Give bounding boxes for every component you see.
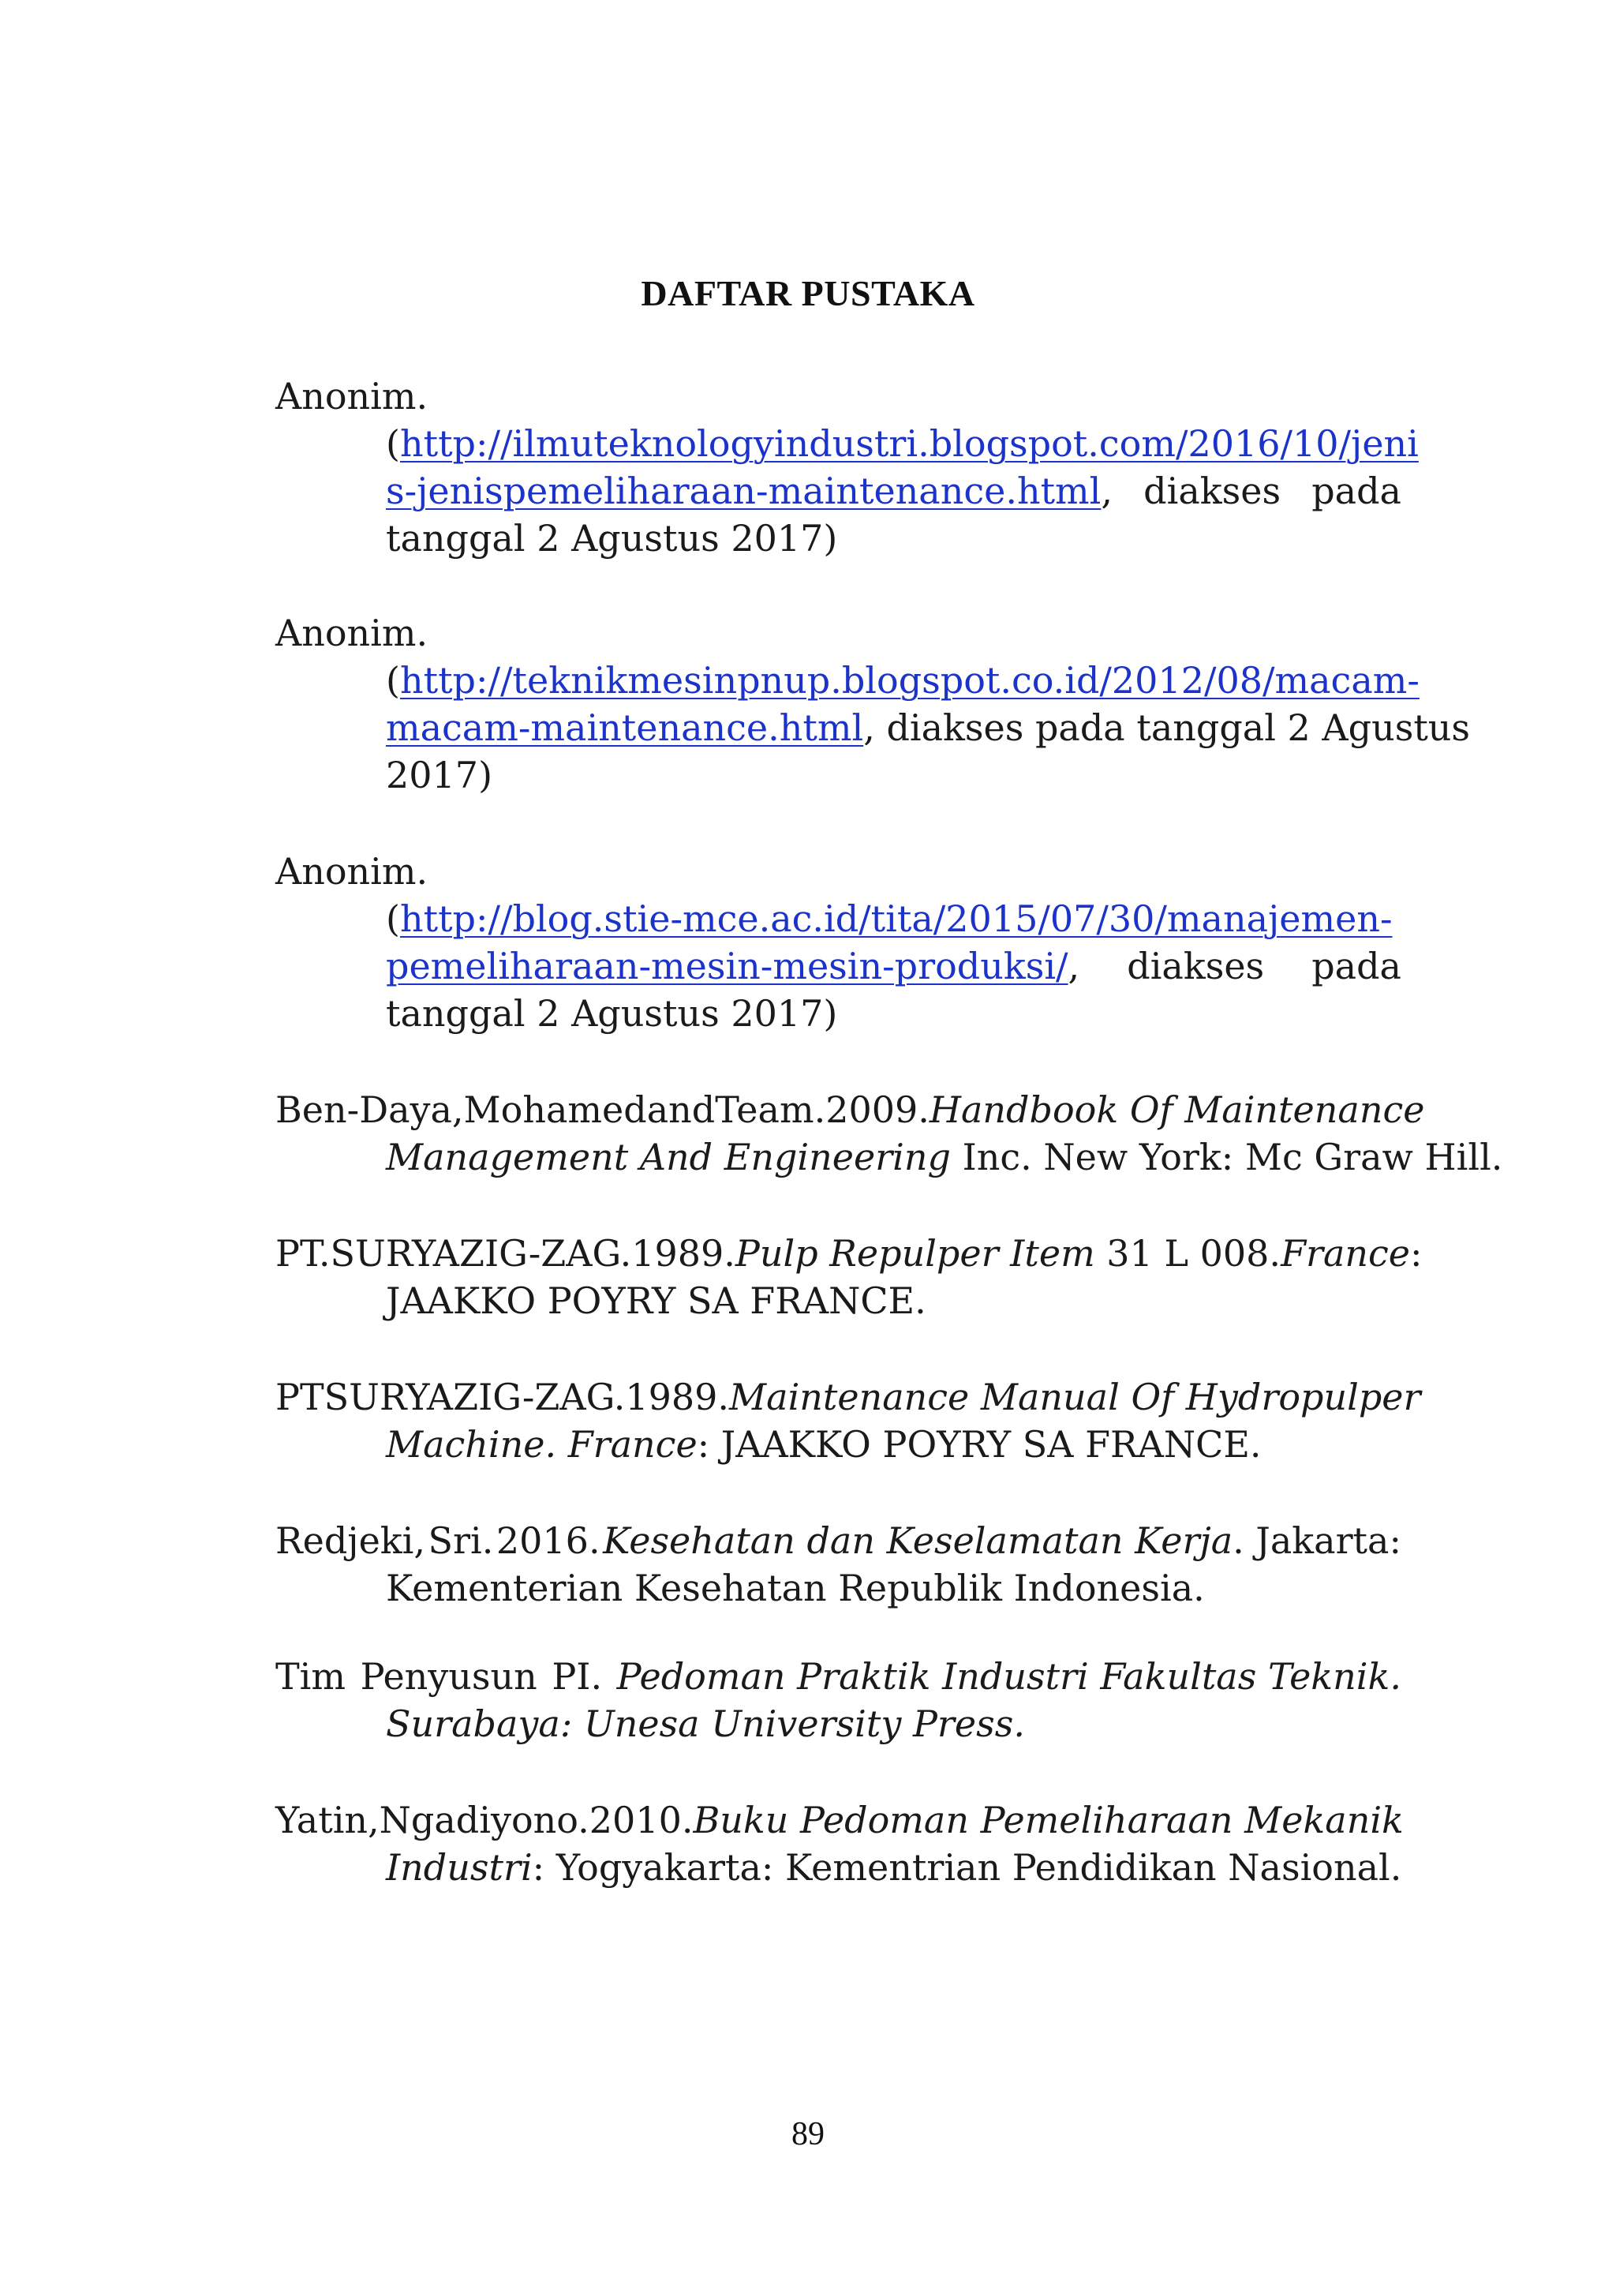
reference-publisher: Kementerian Kesehatan Republik Indonesia. bbox=[386, 1567, 1205, 1609]
reference-title: Handbook Of Maintenance bbox=[929, 1088, 1425, 1131]
reference-line: Surabaya: Unesa University Press. bbox=[386, 1702, 1025, 1745]
reference-title: Buku Pedoman Pemeliharaan Mekanik bbox=[693, 1799, 1404, 1841]
reference-title: Pedoman Praktik Industri Fakultas Teknik. bbox=[616, 1655, 1401, 1698]
reference-link[interactable]: s-jenispemeliharaan-maintenance.html bbox=[386, 470, 1102, 512]
reference-author: Anonim. bbox=[275, 375, 428, 418]
reference-url-line: s-jenispemeliharaan-maintenance.html, diakses pada bbox=[386, 470, 1401, 512]
reference-url-line: (http://blog.stie-mce.ac.id/tita/2015/07/30/manajemen- bbox=[386, 897, 1393, 940]
reference-link[interactable]: macam-maintenance.html bbox=[386, 706, 864, 749]
reference-access-date: 2017) bbox=[386, 754, 493, 796]
reference-title: Machine. France bbox=[386, 1423, 698, 1466]
reference-url-line: pemeliharaan-mesin-mesin-produksi/, diakses pada bbox=[386, 945, 1401, 987]
reference-title: Maintenance Manual Of Hydropulper bbox=[729, 1376, 1421, 1418]
page-number: 89 bbox=[791, 2116, 825, 2152]
reference-author: Anonim. bbox=[275, 850, 428, 893]
reference-title: Pulp Repulper Item bbox=[735, 1232, 1095, 1275]
reference-access-date: tanggal 2 Agustus 2017) bbox=[386, 992, 838, 1035]
page-title: DAFTAR PUSTAKA bbox=[641, 273, 975, 313]
reference-url-line: macam-maintenance.html, diakses pada tanggal 2 Agustus bbox=[386, 706, 1471, 749]
reference-publisher: JAAKKO POYRY SA FRANCE. bbox=[386, 1279, 926, 1322]
reference-line: Ben-Daya, Mohamed and Team. 2009. Handbook Of Maintenance bbox=[275, 1086, 1401, 1133]
reference-title: Industri bbox=[386, 1846, 533, 1889]
reference-line: Machine. France: JAAKKO POYRY SA FRANCE. bbox=[386, 1423, 1262, 1466]
reference-title: Management And Engineering bbox=[386, 1136, 951, 1178]
reference-link[interactable]: http://teknikmesinpnup.blogspot.co.id/2012/08/macam- bbox=[399, 659, 1420, 702]
reference-line: Tim Penyusun PI. Pedoman Praktik Industri Fakultas Teknik. bbox=[275, 1653, 1401, 1700]
reference-line: Redjeki, Sri. 2016. Kesehatan dan Keselamatan Kerja. Jakarta: bbox=[275, 1519, 1401, 1562]
reference-link[interactable]: http://blog.stie-mce.ac.id/tita/2015/07/30/manajemen- bbox=[399, 897, 1393, 940]
reference-access-date: tanggal 2 Agustus 2017) bbox=[386, 517, 838, 560]
reference-title: Kesehatan dan Keselamatan Kerja bbox=[603, 1519, 1233, 1562]
reference-author: Anonim. bbox=[275, 612, 428, 654]
reference-line: Industri: Yogyakarta: Kementrian Pendidikan Nasional. bbox=[386, 1846, 1402, 1889]
reference-url-line: (http://ilmuteknologyindustri.blogspot.com/2016/10/jeni bbox=[386, 422, 1419, 465]
reference-link[interactable]: pemeliharaan-mesin-mesin-produksi/ bbox=[386, 945, 1068, 987]
reference-line: PT SURYA ZIG-ZAG. 1989. Maintenance Manual Of Hydropulper bbox=[275, 1373, 1401, 1421]
reference-link[interactable]: http://ilmuteknologyindustri.blogspot.com/2016/10/jeni bbox=[399, 422, 1419, 465]
reference-url-line: (http://teknikmesinpnup.blogspot.co.id/2012/08/macam- bbox=[386, 659, 1420, 702]
reference-line: Yatin, Ngadiyono. 2010. Buku Pedoman Pemeliharaan Mekanik bbox=[275, 1796, 1401, 1844]
reference-line: PT. SURYA ZIG-ZAG. 1989. Pulp Repulper Item 31 L 008. France: bbox=[275, 1232, 1423, 1275]
reference-line: Management And Engineering Inc. New York: Mc Graw Hill. bbox=[386, 1136, 1503, 1178]
